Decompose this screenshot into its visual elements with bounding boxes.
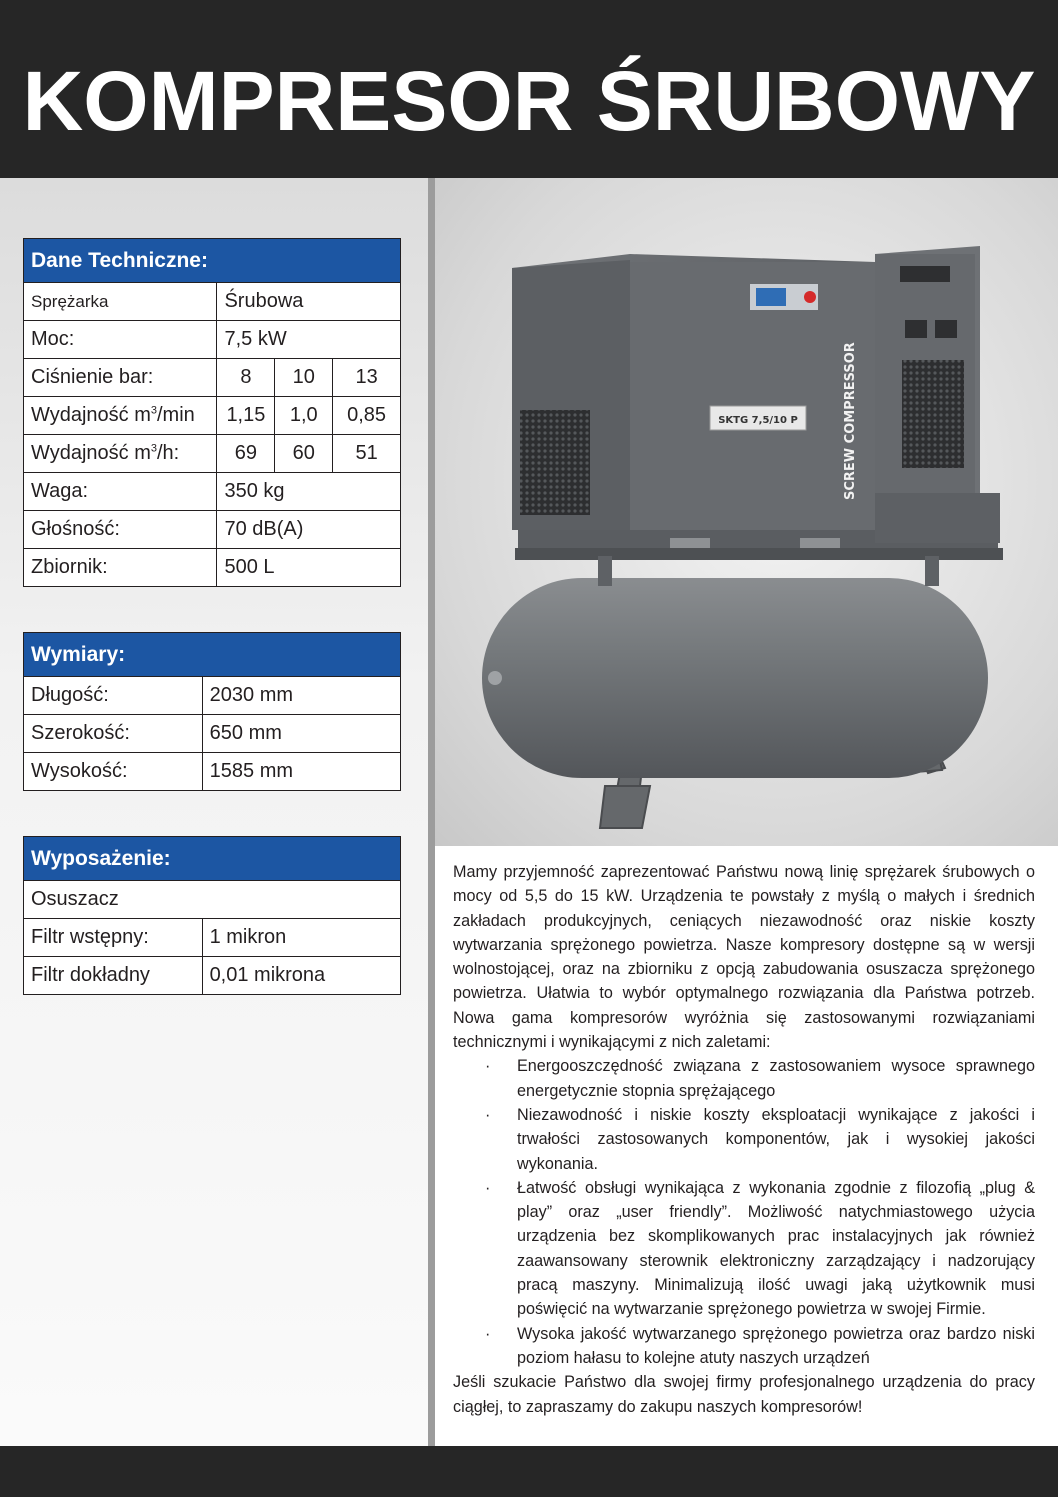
finefilter-label: Filtr dokładny — [24, 957, 203, 995]
flow-min-value-2: 1,0 — [275, 397, 333, 435]
weight-value: 350 kg — [217, 473, 401, 511]
compressor-value: Śrubowa — [217, 283, 401, 321]
page-footer — [0, 1446, 1058, 1497]
list-item: · Łatwość obsługi wynikająca z wykonania zgodnie z filozofią „plug & play” oraz „user friendly”. Możliwość natychmiastowego użycia urządzenia bez skomplikowanych prac instalacyjnych jak również zaawansowany sterownik elektroniczny zarządzający i nadzorujący pracą maszyny. Minimalizują ilość uwagi jaką użytkownik musi poświęcić na wytwarzanie sprężonego powietrza w swojej Firmie. — [453, 1176, 1035, 1322]
prefilter-value: 1 mikron — [202, 919, 400, 957]
width-label: Szerokość: — [24, 715, 203, 753]
tank-value: 500 L — [217, 549, 401, 587]
bullet-symbol: · — [485, 1178, 491, 1197]
feature-list — [453, 1054, 1035, 1370]
intake-grille — [520, 410, 590, 515]
compressor-illustration — [470, 238, 1010, 838]
technical-data-table — [23, 238, 401, 587]
equipment-title: Wyposażenie: — [24, 837, 401, 881]
table-row — [24, 473, 401, 511]
table-row — [24, 957, 401, 995]
power-label: Moc: — [24, 321, 217, 359]
table-row — [24, 321, 401, 359]
air-tank — [482, 578, 988, 778]
finefilter-value: 0,01 mikrona — [202, 957, 400, 995]
flow-min-value-3: 0,85 — [333, 397, 401, 435]
model-label: SKTG 7,5/10 P — [718, 415, 798, 426]
width-value: 650 mm — [202, 715, 400, 753]
table-row — [24, 753, 401, 791]
list-item: · Wysoka jakość wytwarzanego sprężonego powietrza oraz bardzo niski poziom hałasu to kolejne atuty naszych urządzeń — [453, 1322, 1035, 1371]
table-row — [24, 511, 401, 549]
product-description — [453, 860, 1035, 1419]
table-row — [24, 283, 401, 321]
table-row — [24, 359, 401, 397]
bullet-symbol: · — [485, 1105, 491, 1124]
dryer-grille — [902, 360, 964, 468]
length-value: 2030 mm — [202, 677, 400, 715]
compressor-label: Sprężarka — [24, 283, 217, 321]
list-item: · Energooszczędność związana z zastosowaniem wysoce sprawnego energetycznie stopnia sprężającego — [453, 1054, 1035, 1103]
flow-h-label: Wydajność $m^3/h$: — [24, 435, 217, 473]
height-value: 1585 mm — [202, 753, 400, 791]
table-row — [24, 549, 401, 587]
pressure-label: Ciśnienie bar: — [24, 359, 217, 397]
table-row — [24, 397, 401, 435]
table-row — [24, 919, 401, 957]
flow-h-value-1: 69 — [217, 435, 275, 473]
weight-label: Waga: — [24, 473, 217, 511]
dimensions-table — [23, 632, 401, 791]
flow-min-label: Wydajność $m^3/\min$ — [24, 397, 217, 435]
tank-label: Zbiornik: — [24, 549, 217, 587]
pressure-value-1: 8 — [217, 359, 275, 397]
dimensions-title: Wymiary: — [24, 633, 401, 677]
noise-label: Głośność: — [24, 511, 217, 549]
equipment-table — [23, 836, 401, 995]
description-intro: Mamy przyjemność zaprezentować Państwu nową linię sprężarek śrubowych o mocy od 5,5 do 15 kW. Urządzenia te powstały z myślą o małych i średnich zakładach produkcyjnych, ceniących niezawodność oraz niskie koszty wytwarzania sprężonego powietrza. Nasze kompresory dostępne są w wersji wolnostojącej, oraz na zbiorniku z opcją zabudowania osuszacza sprężonego powietrza. Ułatwia to wybór optymalnego rozwiązania dla Państwa potrzeb. Nowa gama kompresorów wyróżnia się zastosowanymi rozwiązaniami technicznymi i wynikającymi z nich zaletami: — [453, 863, 1035, 1052]
prefilter-label: Filtr wstępny: — [24, 919, 203, 957]
flow-h-value-3: 51 — [333, 435, 401, 473]
description-outro: Jeśli szukacie Państwo dla swojej firmy profesjonalnego urządzenia do pracy ciągłej, to zapraszamy do zakupu naszych kompresorów! — [453, 1373, 1035, 1416]
pressure-value-2: 10 — [275, 359, 333, 397]
table-row — [24, 435, 401, 473]
pressure-value-3: 13 — [333, 359, 401, 397]
page-title: KOMPRESOR ŚRUBOWY — [22, 54, 1036, 148]
power-value: 7,5 kW — [217, 321, 401, 359]
dryer-label: Osuszacz — [24, 881, 401, 919]
panel-divider — [428, 178, 435, 1446]
noise-value: 70 dB(A) — [217, 511, 401, 549]
table-row — [24, 715, 401, 753]
flow-h-value-2: 60 — [275, 435, 333, 473]
table-row — [24, 881, 401, 919]
bullet-symbol: · — [485, 1324, 491, 1343]
technical-data-title: Dane Techniczne: — [24, 239, 401, 283]
list-item: · Niezawodność i niskie koszty eksploatacji wynikające z jakości i trwałości zastosowanych komponentów, jak i wysokiej jakości wykonania. — [453, 1103, 1035, 1176]
flow-min-value-1: 1,15 — [217, 397, 275, 435]
table-row — [24, 677, 401, 715]
page-header — [0, 0, 1058, 178]
length-label: Długość: — [24, 677, 203, 715]
bullet-symbol: · — [485, 1057, 491, 1076]
side-label: SCREW COMPRESSOR — [843, 342, 858, 500]
height-label: Wysokość: — [24, 753, 203, 791]
